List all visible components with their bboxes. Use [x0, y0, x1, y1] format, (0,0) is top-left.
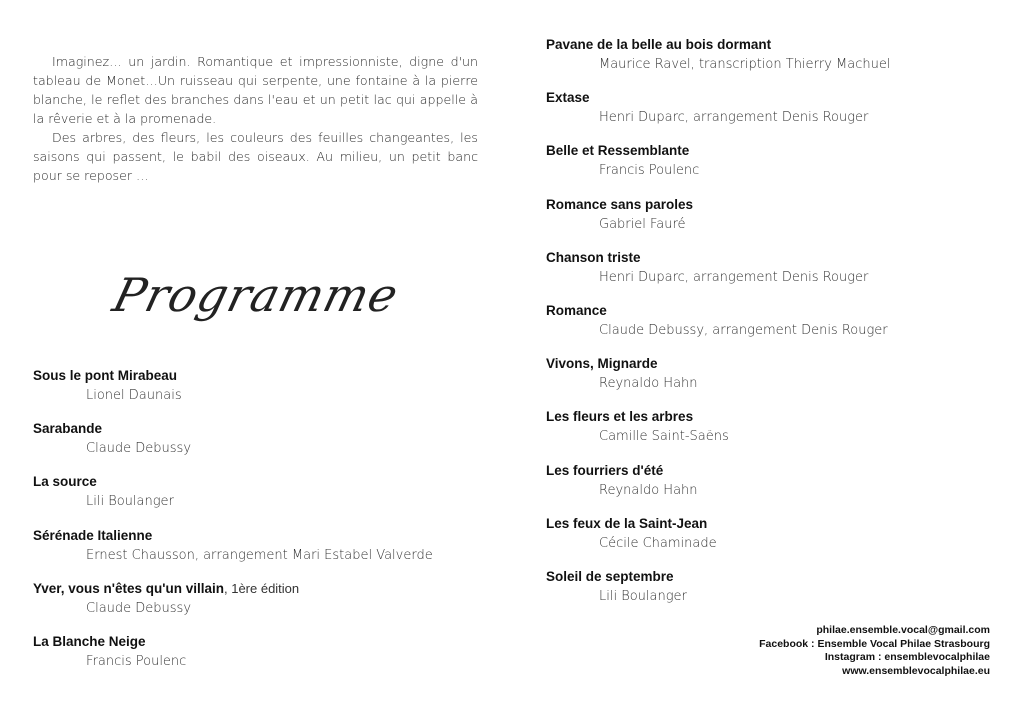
programme-item	[33, 633, 433, 686]
piece-title	[546, 142, 890, 160]
piece-composer: Maurice Ravel, transcription Thierry Machuel	[599, 57, 891, 72]
programme-item	[546, 249, 890, 302]
piece-title	[546, 568, 890, 586]
contact-website: www.ensemblevocalphilae.eu	[842, 664, 990, 677]
piece-title-text: La Blanche Neige	[33, 633, 146, 649]
piece-composer: Claude Debussy, arrangement Denis Rouger	[599, 322, 888, 338]
programme-item	[546, 196, 890, 249]
piece-title-text: Romance sans paroles	[546, 196, 694, 212]
intro-paragraph-1: Imaginez… un jardin. Romantique et impressionniste, digne d'un tableau de Monet…Un ruisseau qui serpente, une fontaine à la pierre blanche, le reflet des branches dans l'eau et un petit lac qui appelle à la rêverie et à la promenade.	[33, 54, 478, 126]
intro-paragraph-2: Des arbres, des fleurs, les couleurs des feuilles changeantes, les saisons qui passent, le babil des oiseaux. Au milieu, un petit banc pour se reposer …	[33, 130, 478, 183]
programme-item	[33, 527, 433, 580]
piece-composer: Reynaldo Hahn	[599, 482, 698, 498]
piece-composer: Cécile Chaminade	[599, 535, 717, 551]
piece-title-text: Les fourriers d'été	[546, 462, 664, 478]
programme-item	[546, 89, 890, 142]
contact-email: philae.ensemble.vocal@gmail.com	[816, 624, 990, 636]
piece-edition-note: , 1ère édition	[223, 580, 300, 596]
piece-title-text: Sérénade Italienne	[33, 527, 153, 543]
piece-title-text: Pavane de la belle au bois dormant	[546, 37, 772, 52]
programme-item	[546, 408, 890, 461]
piece-title	[33, 580, 433, 598]
piece-title-text: Belle et Ressemblante	[546, 143, 690, 159]
piece-title-text: Yver, vous n'êtes qu'un villain	[33, 580, 224, 596]
programme-title: Programme	[107, 268, 405, 322]
piece-title	[33, 527, 433, 545]
piece-title	[546, 302, 890, 320]
piece-composer: Henri Duparc, arrangement Denis Rouger	[599, 110, 869, 126]
piece-title-text: Les feux de la Saint-Jean	[546, 515, 708, 531]
programme-item	[546, 36, 890, 89]
piece-composer: Francis Poulenc	[599, 163, 700, 179]
piece-title	[546, 249, 890, 267]
piece-title-text: Romance	[546, 302, 607, 318]
programme-item	[546, 142, 890, 195]
piece-title	[33, 367, 433, 385]
piece-composer: Gabriel Fauré	[599, 216, 686, 232]
piece-title-text: Chanson triste	[546, 249, 641, 265]
piece-title-text: Soleil de septembre	[546, 568, 674, 584]
programme-item	[546, 302, 890, 355]
piece-title-text: Sarabande	[33, 421, 103, 437]
programme-item	[546, 515, 890, 568]
piece-title	[546, 462, 890, 480]
piece-composer: Francis Poulenc	[86, 653, 187, 669]
piece-title	[546, 355, 890, 373]
piece-title-text: Vivons, Mignarde	[546, 356, 658, 372]
piece-composer: Lili Boulanger	[86, 494, 174, 510]
piece-composer: Ernest Chausson, arrangement Mari Estabel Valverde	[86, 547, 433, 563]
contact-facebook: Facebook : Ensemble Vocal Philae Strasbourg	[759, 637, 990, 650]
piece-title-text: Sous le pont Mirabeau	[33, 368, 178, 383]
piece-composer: Claude Debussy	[86, 600, 192, 616]
piece-title	[33, 473, 433, 491]
piece-title-text: Extase	[546, 90, 590, 106]
piece-composer: Lili Boulanger	[599, 588, 687, 604]
piece-title-text: Les fleurs et les arbres	[546, 409, 694, 425]
contact-block	[759, 624, 990, 678]
programme-list-left	[33, 367, 433, 686]
piece-composer: Lionel Daunais	[86, 388, 182, 403]
programme-item	[546, 355, 890, 408]
programme-item	[546, 568, 890, 621]
piece-title	[546, 196, 890, 214]
piece-composer: Camille Saint-Saëns	[599, 429, 729, 445]
piece-composer: Henri Duparc, arrangement Denis Rouger	[599, 269, 869, 285]
intro-text	[33, 52, 478, 185]
piece-composer: Claude Debussy	[86, 441, 192, 457]
piece-composer: Reynaldo Hahn	[599, 376, 698, 392]
piece-title	[546, 36, 890, 54]
programme-item	[33, 473, 433, 526]
piece-title	[546, 515, 890, 533]
right-page	[512, 0, 1024, 725]
piece-title	[546, 89, 890, 107]
programme-item	[33, 580, 433, 633]
contact-instagram: Instagram : ensemblevocalphilae	[824, 651, 990, 663]
programme-item	[33, 420, 433, 473]
piece-title	[33, 633, 433, 651]
piece-title	[33, 420, 433, 438]
programme-item	[546, 462, 890, 515]
piece-title-text: La source	[33, 474, 97, 490]
programme-list-right	[546, 36, 890, 621]
piece-title	[546, 408, 890, 426]
programme-item	[33, 367, 433, 420]
